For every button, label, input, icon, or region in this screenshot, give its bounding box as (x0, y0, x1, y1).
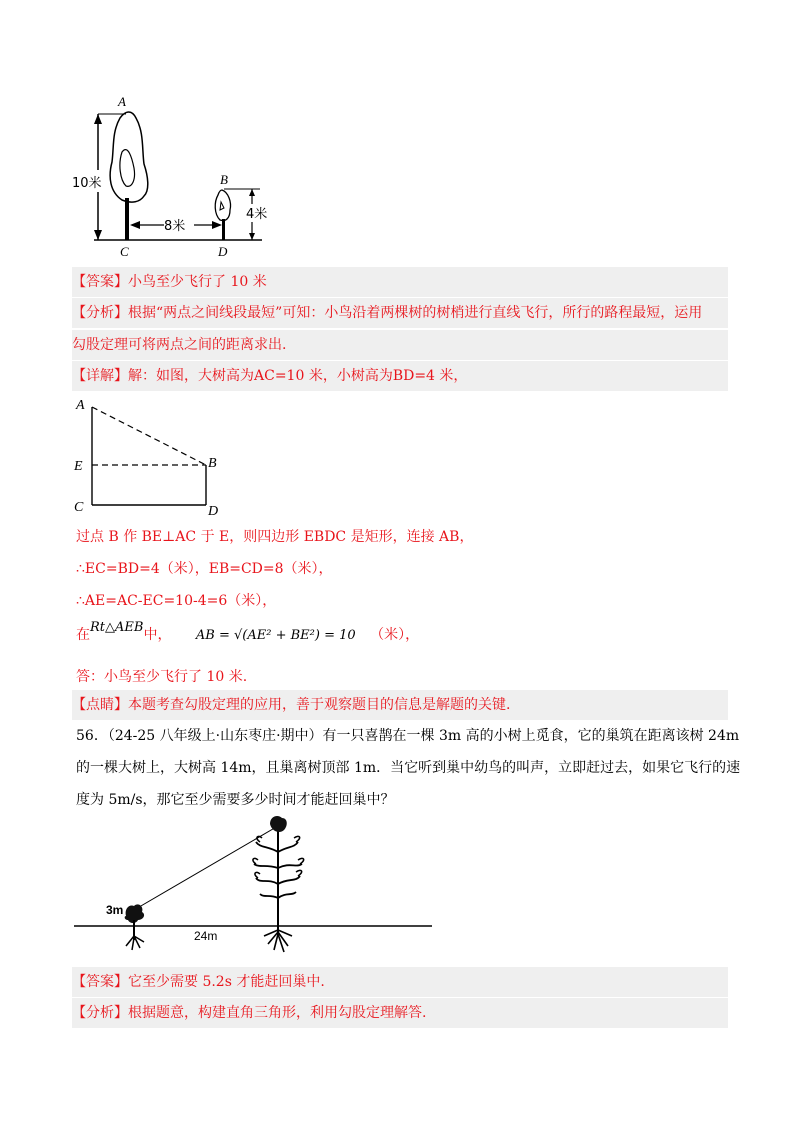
analysis-tag: 【分析】 (72, 305, 128, 321)
label-b: B (208, 456, 217, 471)
answer-text: 小鸟至少飞行了 10 米 (128, 274, 267, 290)
step-3: ∴AE=AC-EC=10-4=6（米）， (76, 593, 277, 609)
analysis-text-line2: 勾股定理可将两点之间的距离求出. (72, 337, 287, 353)
step-4-post: （米）， (370, 627, 420, 643)
height-small-label: 4米 (246, 207, 268, 222)
question-56-line2: 的一棵大树上，大树高 14m，且巢离树顶部 1m．当它听到巢中幼鸟的叫声，立即赶过去，如果它飞行的速 (76, 760, 741, 776)
analysis-text-line1: 根据“两点之间线段最短”可知：小鸟沿着两棵树的树梢进行直线飞行，所行的路程最短，运用 (128, 305, 703, 321)
question-56-line1: 56．（24-25 八年级上·山东枣庄·期中）有一只喜鹊在一棵 3m 高的小树上觅食，它的巢筑在距离该树 24m (76, 728, 740, 744)
review-bar (72, 690, 728, 720)
step-1: 过点 B 作 BE⊥AC 于 E，则四边形 EBDC 是矩形，连接 AB， (76, 529, 474, 545)
review-tag: 【点睛】 (72, 697, 128, 713)
figure-two-trees (70, 92, 270, 262)
label-d: D (208, 504, 219, 517)
label-b: B (220, 172, 228, 187)
label-d: D (218, 244, 228, 259)
detail-tag: 【详解】 (72, 368, 128, 384)
step-4 (76, 620, 420, 644)
analysis-bar-2 (72, 998, 728, 1028)
figure-rectangle-diagram (72, 393, 226, 517)
step-2: ∴EC=BD=4（米），EB=CD=8（米）， (76, 561, 333, 577)
label-a: A (118, 94, 126, 109)
small-tree-height: 3m (106, 903, 124, 917)
detail-text: 解：如图，大树高为AC=10 米，小树高为BD=4 米， (128, 368, 468, 384)
analysis-bar-1 (72, 298, 728, 328)
analysis-bar-1b (72, 330, 728, 360)
triangle-label: Rt△AEB (90, 620, 144, 635)
step-5: 答：小鸟至少飞行了 10 米. (76, 669, 248, 685)
height-big-label: 10米 (72, 176, 102, 191)
step-4-pre: 在 (76, 627, 90, 643)
answer-tag: 【答案】 (72, 274, 128, 290)
figure-magpie-trees (74, 812, 434, 962)
step-4-mid: 中， (143, 627, 172, 643)
tree-distance: 24m (194, 929, 218, 943)
answer-text-2: 它至少需要 5.2s 才能赶回巢中. (128, 974, 325, 990)
label-a: A (76, 398, 85, 413)
detail-bar (72, 361, 728, 391)
label-c: C (120, 244, 129, 259)
answer-bar-2 (72, 967, 728, 997)
analysis-text-2: 根据题意，构建直角三角形，利用勾股定理解答. (128, 1005, 427, 1021)
label-c: C (74, 500, 84, 515)
distance-label: 8米 (164, 219, 186, 234)
review-text: 本题考查勾股定理的应用，善于观察题目的信息是解题的关键. (128, 697, 511, 713)
answer-tag-2: 【答案】 (72, 974, 128, 990)
answer-bar-1 (72, 267, 728, 297)
label-e: E (74, 459, 83, 474)
question-56-line3: 度为 5m/s，那它至少需要多少时间才能赶回巢中？ (76, 792, 395, 808)
pythagoras-formula: AB = √(AE² + BE²) = 10 (195, 628, 356, 643)
analysis-tag-2: 【分析】 (72, 1005, 128, 1021)
